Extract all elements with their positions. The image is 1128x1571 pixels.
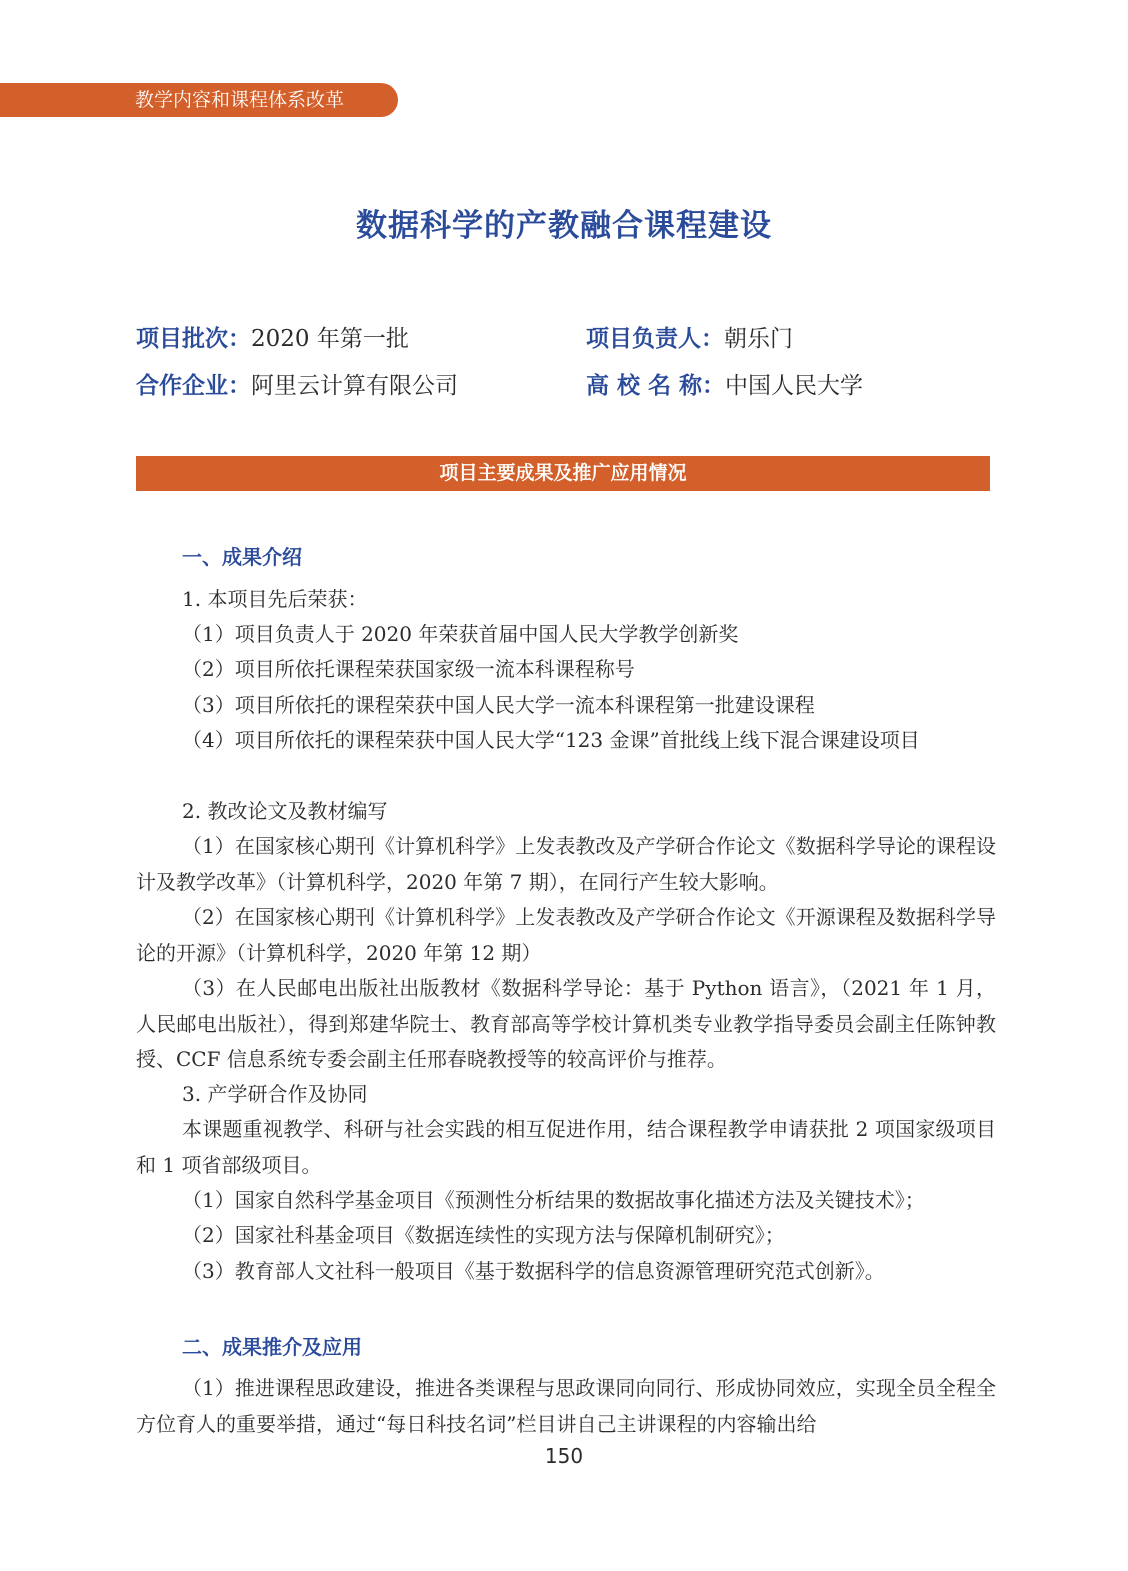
school-label: 高 校 名 称： [586,373,726,399]
leader-label: 项目负责人： [586,326,724,352]
section-heading-promotion: 二、成果推介及应用 [182,1335,362,1359]
meta-company [136,370,458,402]
meta-batch [136,323,409,355]
meta-school [586,370,863,402]
section-tab: 教学内容和课程体系改革 [0,83,398,117]
batch-value: 2020 年第一批 [251,326,409,352]
paragraph: （3）项目所依托的课程荣获中国人民大学一流本科课程第一批建设课程 [182,693,815,717]
paragraph: 2. 教改论文及教材编写 [182,799,388,823]
company-label: 合作企业： [136,373,251,399]
paragraph: 本课题重视教学、科研与社会实践的相互促进作用，结合课程教学申请获批 2 项国家级项目和 1 项省部级项目。 [136,1117,996,1177]
results-banner: 项目主要成果及推广应用情况 [136,456,990,491]
leader-value: 朝乐门 [724,326,793,352]
school-value: 中国人民大学 [725,373,864,399]
paragraph: （3）教育部人文社科一般项目《基于数据科学的信息资源管理研究范式创新》。 [182,1259,885,1283]
paragraph: （2）国家社科基金项目《数据连续性的实现方法与保障机制研究》； [182,1223,785,1247]
paragraph: （2）项目所依托课程荣获国家级一流本科课程称号 [182,657,635,681]
page-title: 数据科学的产教融合课程建设 [356,208,772,244]
paragraph: （1）国家自然科学基金项目《预测性分析结果的数据故事化描述方法及关键技术》； [182,1188,925,1212]
paragraph: 1. 本项目先后荣获： [182,587,368,611]
paragraph: （1）在国家核心期刊《计算机科学》上发表教改及产学研合作论文《数据科学导论的课程设计及教学改革》（计算机科学，2020 年第 7 期），在同行产生较大影响。 [136,834,996,894]
company-value: 阿里云计算有限公司 [251,373,458,399]
paragraph: 3. 产学研合作及协同 [182,1082,368,1106]
paragraph: （1）推进课程思政建设，推进各类课程与思政课同向同行、形成协同效应，实现全员全程全方位育人的重要举措，通过“每日科技名词”栏目讲自己主讲课程的内容输出给 [136,1376,996,1436]
batch-label: 项目批次： [136,326,251,352]
paragraph: （2）在国家核心期刊《计算机科学》上发表教改及产学研合作论文《开源课程及数据科学导论的开源》（计算机科学，2020 年第 12 期） [136,905,996,965]
paragraph: （4）项目所依托的课程荣获中国人民大学“123 金课”首批线上线下混合课建设项目 [182,728,920,752]
paragraph: （3）在人民邮电出版社出版教材《数据科学导论：基于 Python 语言》，（2021 年 1 月，人民邮电出版社），得到郑建华院士、教育部高等学校计算机类专业教学指导委员会副主任陈钟教授、CCF 信息系统专委会副主任邢春晓教授等的较高评价与推荐。 [136,976,996,1071]
meta-leader [586,323,793,355]
page-number: 150 [544,1444,584,1468]
paragraph: （1）项目负责人于 2020 年荣获首届中国人民大学教学创新奖 [182,622,739,646]
section-heading-results: 一、成果介绍 [182,545,302,569]
